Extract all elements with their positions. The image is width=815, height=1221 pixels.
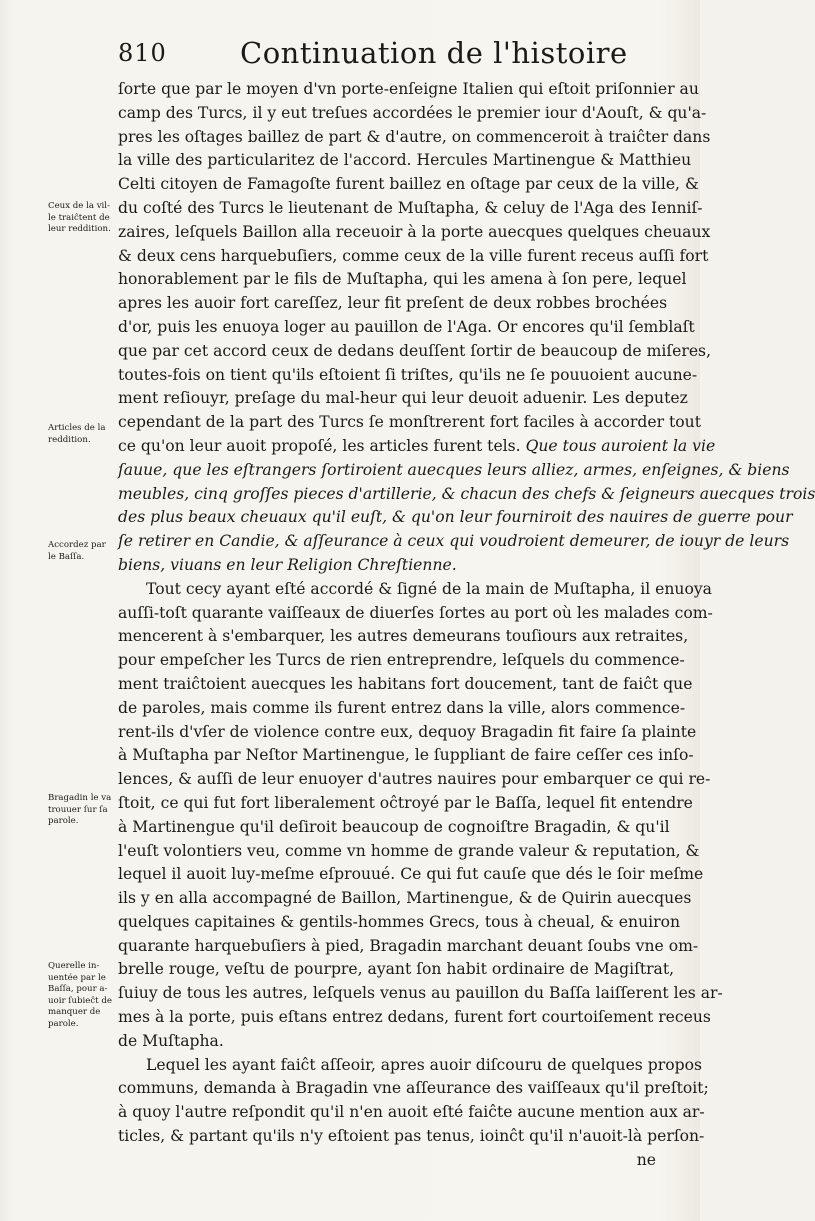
text-line: Celti citoyen de Famagoſte furent baillez en oſtage par ceux de la ville, &	[118, 175, 699, 194]
text-line: de Muſtapha.	[118, 1031, 224, 1050]
text-line: d'or, puis les enuoya loger au pauillon de l'Aga. Or encores qu'il ſemblaſt	[118, 317, 695, 336]
text-line: quarante harquebuſiers à pied, Bragadin marchant deuant ſoubs vne om-	[118, 936, 699, 955]
text-line: & deux cens harquebuſiers, comme ceux de la ville furent receus auſſi fort	[118, 246, 709, 265]
text-line: auſſi-toſt quarante vaiſſeaux de diuerſes ſortes au port où les malades com-	[118, 603, 713, 622]
marginal-note	[48, 423, 128, 446]
text-line: à Muſtapha par Neſtor Martinengue, le ſuppliant de faire ceſſer ces inſo-	[118, 746, 694, 765]
page-header	[118, 36, 678, 76]
text-line: Lequel les ayant faiĉt aſſeoir, apres auoir diſcouru de quelques propos	[146, 1055, 702, 1074]
marginal-note-line: uentée par le	[48, 972, 106, 983]
text-line: ſorte que par le moyen d'vn porte-enſeigne Italien qui eſtoit priſonnier au	[118, 80, 699, 98]
marginal-note-line: Bragadin le va	[48, 793, 112, 803]
marginal-note	[48, 201, 128, 236]
text-line: lences, & auſſi de leur enuoyer d'autres nauires pour embarquer ce qui re-	[118, 770, 711, 789]
text-line: mencerent à s'embarquer, les autres demeurans touſiours aux retraites,	[118, 627, 689, 646]
text-line: ment reſiouyr, preſage du mal-heur qui leur deuoit aduenir. Les deputez	[118, 389, 688, 408]
text-line: honorablement par le fils de Muſtapha, qui les amena à ſon pere, lequel	[118, 270, 687, 289]
marginal-note-line: parole.	[48, 1018, 79, 1029]
marginal-note-line: le Baſſa.	[48, 551, 85, 562]
text-line: Tout cecy ayant eſté accordé & ſigné de la main de Muſtapha, il enuoya	[146, 579, 712, 598]
text-line: ſauue, que les eſtrangers ſortiroient auecques leurs alliez, armes, enſeignes, & biens	[118, 460, 790, 479]
marginal-note-line: Accordez par	[48, 540, 106, 550]
text-line: du coſté des Turcs le lieutenant de Muſtapha, & celuy de l'Aga des Ienniſ-	[118, 198, 703, 217]
marginal-note-line: Articles de la	[48, 423, 106, 433]
page-number: 810	[118, 39, 167, 67]
text-line: à quoy l'autre reſpondit qu'il n'en auoit eſté faiĉte aucune mention aux ar-	[118, 1103, 705, 1122]
text-line: pres les oſtages baillez de part & d'autre, on commenceroit à traiĉter dans	[118, 127, 711, 146]
marginal-note-line: le traiĉtent de	[48, 212, 110, 223]
marginal-note-line: reddition.	[48, 434, 91, 445]
marginal-note-line: Baſſa, pour a-	[48, 984, 108, 994]
marginal-note	[48, 540, 128, 563]
text-line: biens, viuans en leur Religion Chreſtienne.	[118, 555, 457, 574]
text-line: à Martinengue qu'il deſiroit beaucoup de cognoiſtre Bragadin, & qu'il	[118, 817, 670, 836]
marginal-note	[48, 961, 128, 1030]
text-line	[118, 435, 716, 459]
text-line: des plus beaux cheuaux qu'il euſt, & qu'on leur fourniroit des nauires de guerre pour	[118, 508, 793, 527]
text-line-roman: ce qu'on leur auoit propoſé, les articles furent tels.	[118, 436, 521, 455]
marginal-note-line: leur reddition.	[48, 224, 111, 234]
marginal-note-line: Ceux de la vil-	[48, 201, 110, 211]
text-line: meubles, cinq groſſes pieces d'artillerie, & chacun des chefs & ſeigneurs auecques trois	[118, 484, 815, 503]
text-line: pour empeſcher les Turcs de rien entreprendre, leſquels du commence-	[118, 651, 685, 670]
text-line: ticles, & partant qu'ils n'y eſtoient pas tenus, ioinĉt qu'il n'auoit-là perſon-	[118, 1127, 705, 1146]
text-line: ſtoit, ce qui fut fort liberalement oĉtroyé par le Baſſa, lequel fit entendre	[118, 793, 693, 812]
text-line: l'euſt volontiers veu, comme vn homme de grande valeur & reputation, &	[118, 841, 700, 860]
marginal-note-line: parole.	[48, 816, 79, 826]
text-line: brelle rouge, veſtu de pourpre, ayant ſon habit ordinaire de Magiſtrat,	[118, 960, 675, 979]
marginal-note-line: uoir ſubieĉt de	[48, 995, 112, 1006]
text-line: rent-ils d'vſer de violence contre eux, dequoy Bragadin fit faire ſa plainte	[118, 722, 697, 741]
text-line: ſe retirer en Candie, & aſſeurance à ceux qui voudroient demeurer, de iouyr de leurs	[118, 532, 790, 551]
text-line: zaires, leſquels Baillon alla receuoir à la porte auecques quelques cheuaux	[118, 222, 711, 241]
text-line: quelques capitaines & gentils-hommes Grecs, tous à cheual, & enuiron	[118, 912, 680, 931]
text-line: ſuiuy de tous les autres, leſquels venus au pauillon du Baſſa laiſſerent les ar-	[118, 984, 723, 1003]
marginal-note-line: Querelle in-	[48, 961, 100, 971]
text-line: camp des Turcs, il y eut treſues accordées le premier iour d'Aouſt, & qu'a-	[118, 103, 707, 122]
text-line: ment traiĉtoient auecques les habitans fort doucement, tant de faiĉt que	[118, 674, 693, 693]
main-text-block	[118, 78, 815, 1173]
text-line: ils y en alla accompagné de Baillon, Martinengue, & de Quirin auecques	[118, 889, 692, 908]
text-line: mes à la porte, puis eſtans entrez dedans, furent fort courtoiſement receus	[118, 1008, 711, 1027]
marginal-note-line: manquer de	[48, 1007, 101, 1017]
running-title: Continuation de l'histoire	[240, 36, 628, 70]
text-line: ne	[636, 1150, 656, 1169]
marginal-note-line: trouuer ſur ſa	[48, 804, 108, 815]
text-line: toutes-fois on tient qu'ils eſtoient ſi triſtes, qu'ils ne ſe pouuoient aucune-	[118, 365, 698, 384]
marginal-note	[48, 793, 128, 828]
text-line: apres les auoir fort careſſez, leur fit preſent de deux robbes brochées	[118, 294, 668, 313]
text-line: que par cet accord ceux de dedans deuſſent ſortir de beaucoup de miſeres,	[118, 341, 712, 360]
text-line: la ville des particularitez de l'accord. Hercules Martinengue & Matthieu	[118, 151, 692, 170]
text-line: communs, demanda à Bragadin vne aſſeurance des vaiſſeaux qu'il preſtoit;	[118, 1079, 709, 1098]
text-line-italic-lead: Que tous auroient la vie	[525, 436, 716, 455]
text-line: cependant de la part des Turcs ſe monſtrerent fort faciles à accorder tout	[118, 413, 701, 432]
text-line: de paroles, mais comme ils furent entrez dans la ville, alors commence-	[118, 698, 686, 717]
text-line: lequel il auoit luy-meſme eſprouué. Ce qui fut cauſe que dés le ſoir meſme	[118, 865, 704, 884]
